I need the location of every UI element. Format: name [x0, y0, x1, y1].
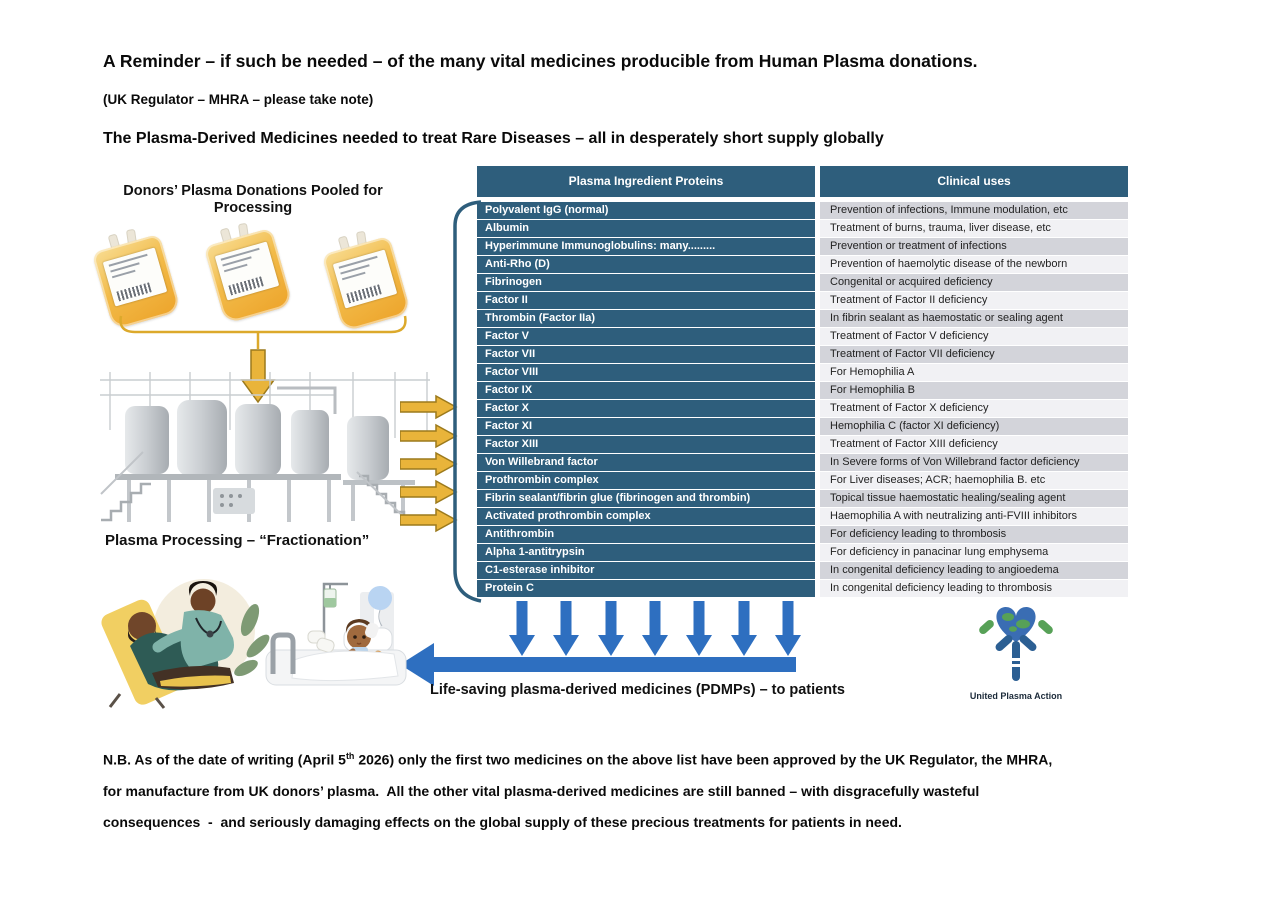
clinical-use-cell: Treatment of Factor XIII deficiency [820, 436, 1128, 453]
clinical-use-cell: For Liver diseases; ACR; haemophilia B. etc [820, 472, 1128, 489]
nb-line-1: N.B. As of the date of writing (April 5th 2026) only the first two medicines on the above list have been approved by the UK Regulator, the MHRA, [103, 751, 1053, 768]
table-row [477, 436, 1128, 453]
protein-name-cell: Antithrombin [477, 526, 815, 543]
protein-name-cell: Anti-Rho (D) [477, 256, 815, 273]
clinical-use-cell: For deficiency in panacinar lung emphysema [820, 544, 1128, 561]
section-heading: The Plasma-Derived Medicines needed to treat Rare Diseases – all in desperately short supply globally [103, 130, 884, 147]
clinical-use-cell: For Hemophilia A [820, 364, 1128, 381]
clinical-use-cell: Hemophilia C (factor XI deficiency) [820, 418, 1128, 435]
nb-line-3: consequences - and seriously damaging effects on the global supply of these precious treatments for patients in need. [103, 813, 902, 830]
clinical-use-cell: Prevention or treatment of infections [820, 238, 1128, 255]
protein-name-cell: Factor X [477, 400, 815, 417]
clinical-use-cell: For deficiency leading to thrombosis [820, 526, 1128, 543]
protein-name-cell: Factor VIII [477, 364, 815, 381]
clinical-use-cell: In Severe forms of Von Willebrand factor deficiency [820, 454, 1128, 471]
clinical-use-cell: In congenital deficiency leading to thrombosis [820, 580, 1128, 597]
plasma-proteins-table [477, 166, 1128, 598]
upa-logo-label: United Plasma Action [969, 691, 1063, 701]
table-header-row [477, 166, 1128, 197]
protein-name-cell: Factor V [477, 328, 815, 345]
protein-name-cell: Factor IX [477, 382, 815, 399]
fractionation-label: Plasma Processing – “Fractionation” [105, 532, 370, 549]
clinical-use-cell: Congenital or acquired deficiency [820, 274, 1128, 291]
table-row [477, 472, 1128, 489]
clinical-use-cell: Treatment of Factor V deficiency [820, 328, 1128, 345]
clinical-use-cell: Topical tissue haemostatic healing/sealing agent [820, 490, 1128, 507]
table-row [477, 310, 1128, 327]
to-patients-arrow-icon [398, 640, 798, 688]
header-proteins: Plasma Ingredient Proteins [477, 166, 815, 197]
page-subtitle: (UK Regulator – MHRA – please take note) [103, 92, 374, 107]
table-row [477, 490, 1128, 507]
protein-name-cell: Factor II [477, 292, 815, 309]
united-plasma-action-logo [973, 597, 1059, 689]
patients-caption: Life-saving plasma-derived medicines (PDMPs) – to patients [430, 682, 845, 698]
child-patient-illustration [260, 576, 412, 706]
fractionation-plant-illustration [95, 368, 435, 528]
clinical-use-cell: Treatment of Factor II deficiency [820, 292, 1128, 309]
clinical-use-cell: For Hemophilia B [820, 382, 1128, 399]
protein-name-cell: Factor VII [477, 346, 815, 363]
protein-name-cell: Thrombin (Factor IIa) [477, 310, 815, 327]
clinical-use-cell: Treatment of Factor VII deficiency [820, 346, 1128, 363]
table-row [477, 346, 1128, 363]
nb-note [103, 741, 1052, 838]
table-row [477, 256, 1128, 273]
table-row [477, 454, 1128, 471]
protein-name-cell: Alpha 1-antitrypsin [477, 544, 815, 561]
protein-name-cell: C1-esterase inhibitor [477, 562, 815, 579]
table-row [477, 562, 1128, 579]
protein-name-cell: Activated prothrombin complex [477, 508, 815, 525]
protein-name-cell: Von Willebrand factor [477, 454, 815, 471]
table-row [477, 238, 1128, 255]
page-title: A Reminder – if such be needed – of the many vital medicines producible from Human Plasma donations. [103, 51, 978, 71]
clinical-use-cell: In fibrin sealant as haemostatic or sealing agent [820, 310, 1128, 327]
clinical-use-cell: Prevention of infections, Immune modulation, etc [820, 202, 1128, 219]
table-row [477, 220, 1128, 237]
clinical-use-cell: In congenital deficiency leading to angioedema [820, 562, 1128, 579]
protein-name-cell: Fibrin sealant/fibrin glue (fibrinogen and thrombin) [477, 490, 815, 507]
table-row [477, 292, 1128, 309]
table-row [477, 526, 1128, 543]
clinical-use-cell: Haemophilia A with neutralizing anti-FVIII inhibitors [820, 508, 1128, 525]
clinical-use-cell: Prevention of haemolytic disease of the newborn [820, 256, 1128, 273]
table-row [477, 382, 1128, 399]
protein-name-cell: Polyvalent IgG (normal) [477, 202, 815, 219]
protein-name-cell: Prothrombin complex [477, 472, 815, 489]
table-row [477, 400, 1128, 417]
table-row [477, 202, 1128, 219]
protein-name-cell: Albumin [477, 220, 815, 237]
clinical-use-cell: Treatment of Factor X deficiency [820, 400, 1128, 417]
protein-name-cell: Factor XI [477, 418, 815, 435]
protein-name-cell: Fibrinogen [477, 274, 815, 291]
plasma-table-rows [477, 202, 1128, 597]
nb-line-2: for manufacture from UK donors’ plasma. All the other vital plasma-derived medicines are still banned – with disgracefully wasteful [103, 782, 980, 799]
table-row [477, 580, 1128, 597]
table-row [477, 364, 1128, 381]
donors-pool-label: Donors’ Plasma Donations Pooled for Processing [123, 183, 383, 216]
donor-and-nurse-illustration [100, 576, 278, 710]
header-clinical-uses: Clinical uses [820, 166, 1128, 197]
table-row [477, 274, 1128, 291]
table-row [477, 328, 1128, 345]
table-row [477, 544, 1128, 561]
table-row [477, 508, 1128, 525]
protein-name-cell: Factor XIII [477, 436, 815, 453]
protein-name-cell: Hyperimmune Immunoglobulins: many......... [477, 238, 815, 255]
clinical-use-cell: Treatment of burns, trauma, liver disease, etc [820, 220, 1128, 237]
protein-name-cell: Protein C [477, 580, 815, 597]
table-row [477, 418, 1128, 435]
